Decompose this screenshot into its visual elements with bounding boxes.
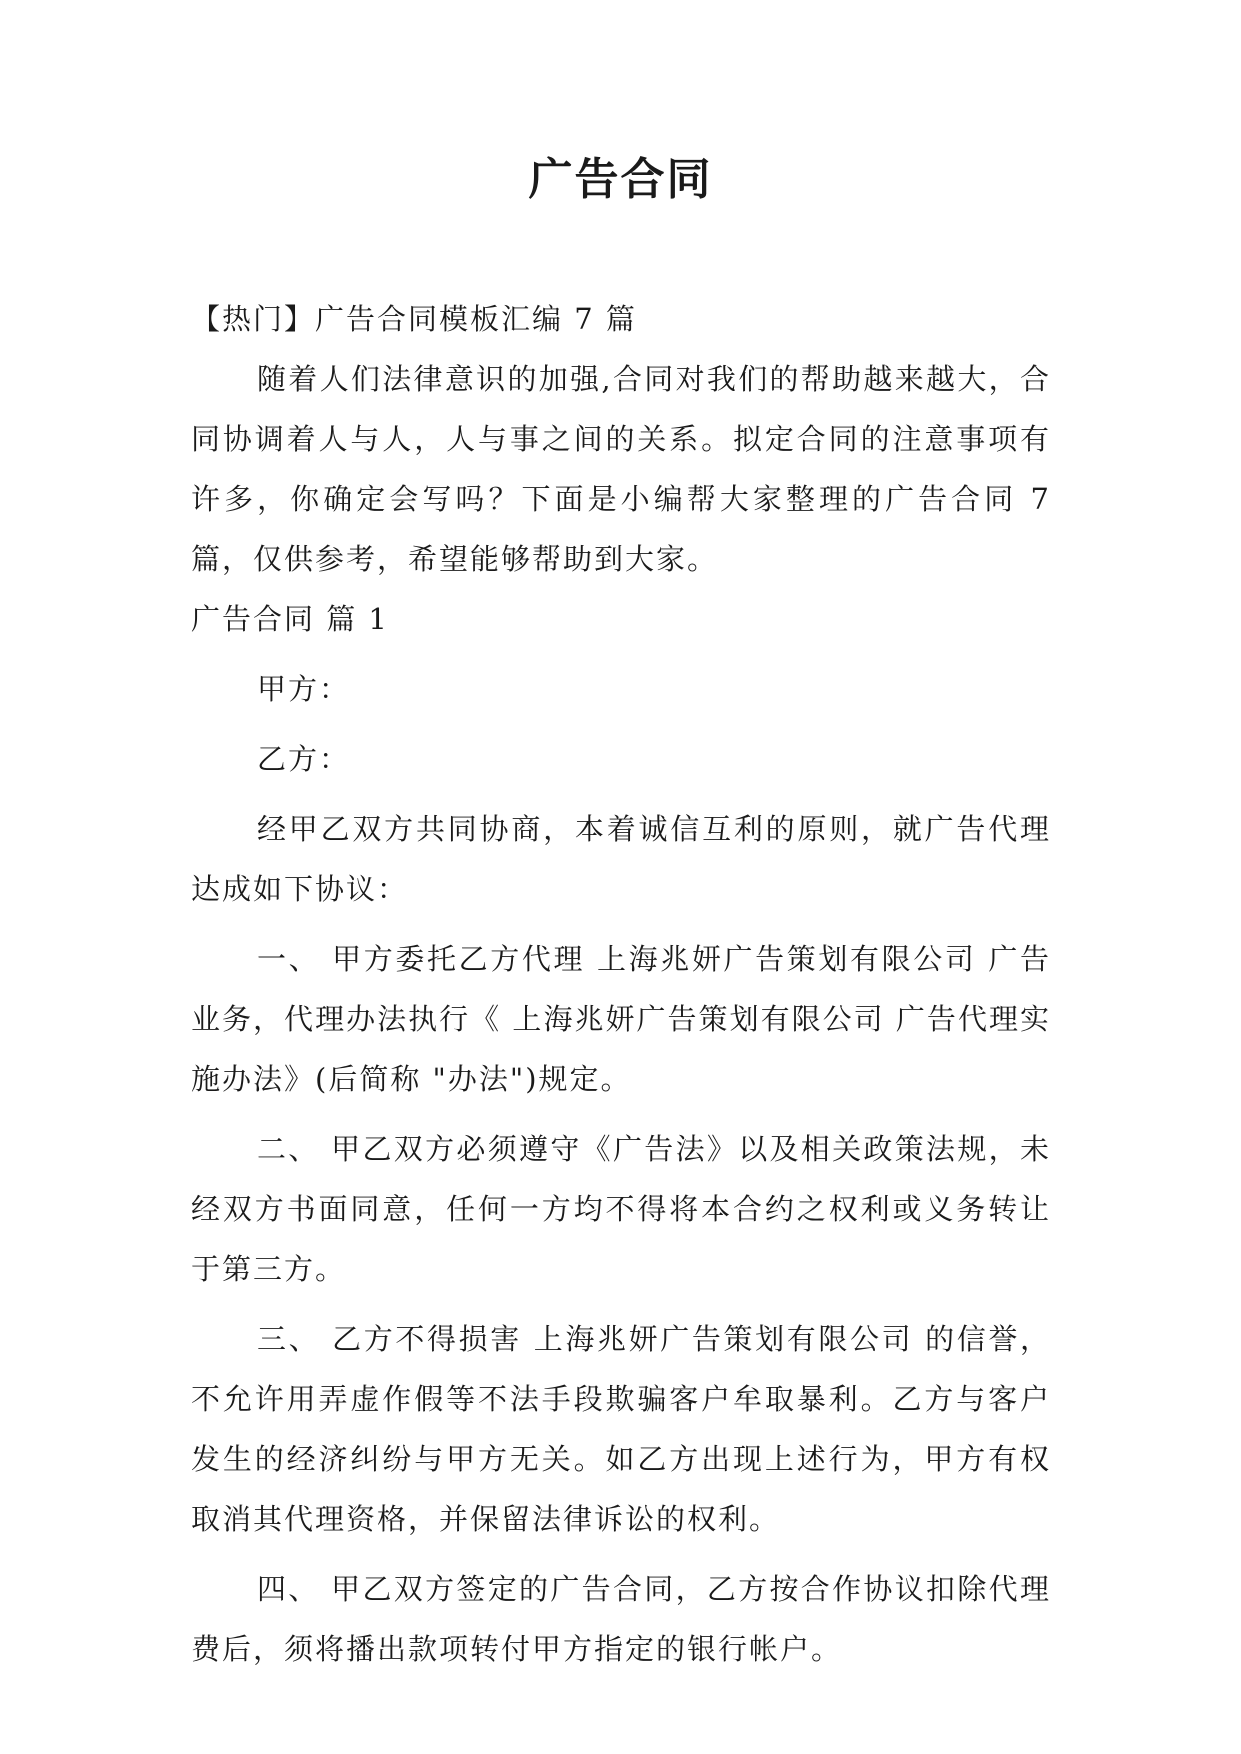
agreement-preamble: 经甲乙双方共同协商，本着诚信互利的原则，就广告代理达成如下协议： <box>191 812 1051 906</box>
intro-paragraph: 随着人们法律意识的加强,合同对我们的帮助越来越大，合同协调着人与人，人与事之间的关系。拟定合同的注意事项有许多，你确定会写吗？下面是小编帮大家整理的广告合同 7 篇，仅供参考，希望能够帮助到大家。 <box>191 362 1051 576</box>
party-b-line: 乙方： <box>257 742 351 776</box>
party-a-line: 甲方： <box>257 672 351 706</box>
section-heading: 广告合同 篇 1 <box>191 602 389 636</box>
document-title: 广告合同 <box>528 154 713 205</box>
clause-4: 四、 甲乙双方签定的广告合同，乙方按合作协议扣除代理费后，须将播出款项转付甲方指定的银行帐户。 <box>191 1572 1051 1666</box>
document-body <box>191 289 1051 1679</box>
clause-1: 一、 甲方委托乙方代理 上海兆妍广告策划有限公司 广告业务，代理办法执行《 上海兆妍广告策划有限公司 广告代理实施办法》(后简称 "办法")规定。 <box>191 942 1051 1096</box>
document-subtitle: 【热门】广告合同模板汇编 7 篇 <box>191 302 637 336</box>
clause-3: 三、 乙方不得损害 上海兆妍广告策划有限公司 的信誉，不允许用弄虚作假等不法手段欺骗客户牟取暴利。乙方与客户发生的经济纠纷与甲方无关。如乙方出现上述行为，甲方有权取消其代理资格，并保留法律诉讼的权利。 <box>191 1322 1051 1536</box>
clause-2: 二、 甲乙双方必须遵守《广告法》以及相关政策法规，未经双方书面同意，任何一方均不得将本合约之权利或义务转让于第三方。 <box>191 1132 1051 1286</box>
